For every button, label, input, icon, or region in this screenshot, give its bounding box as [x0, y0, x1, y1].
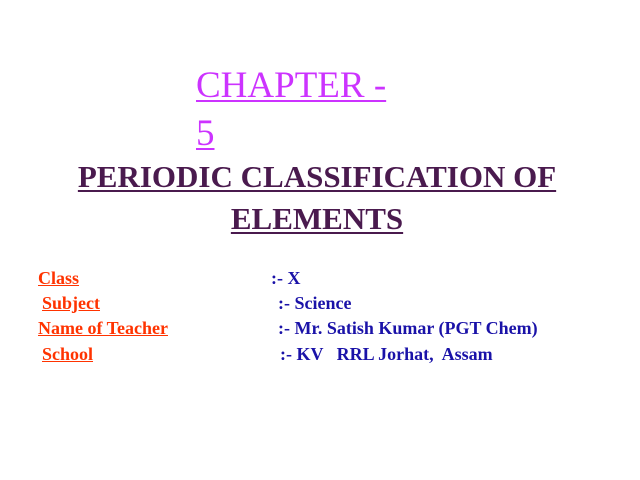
- chapter-heading: [196, 62, 436, 158]
- subject-label: Subject: [42, 293, 100, 313]
- chapter-heading-line2: 5: [196, 113, 215, 154]
- class-value: :- X: [271, 268, 301, 288]
- class-label: Class: [38, 268, 80, 288]
- teacher-label: Name of Teacher: [38, 318, 168, 338]
- detail-row-subject: [0, 291, 640, 315]
- school-label: School: [42, 344, 94, 364]
- detail-row-class: [0, 266, 640, 290]
- slide-title-line2: ELEMENTS: [230, 201, 404, 236]
- slide-title-line1: PERIODIC CLASSIFICATION OF: [77, 159, 557, 194]
- subject-value: :- Science: [278, 293, 352, 313]
- teacher-value: :- Mr. Satish Kumar (PGT Chem): [278, 318, 538, 338]
- detail-row-teacher: [0, 316, 640, 340]
- slide-title: [0, 156, 634, 240]
- chapter-heading-line1: CHAPTER -: [196, 65, 387, 106]
- detail-row-school: [0, 342, 640, 366]
- school-value: :- KV RRL Jorhat, Assam: [280, 344, 493, 364]
